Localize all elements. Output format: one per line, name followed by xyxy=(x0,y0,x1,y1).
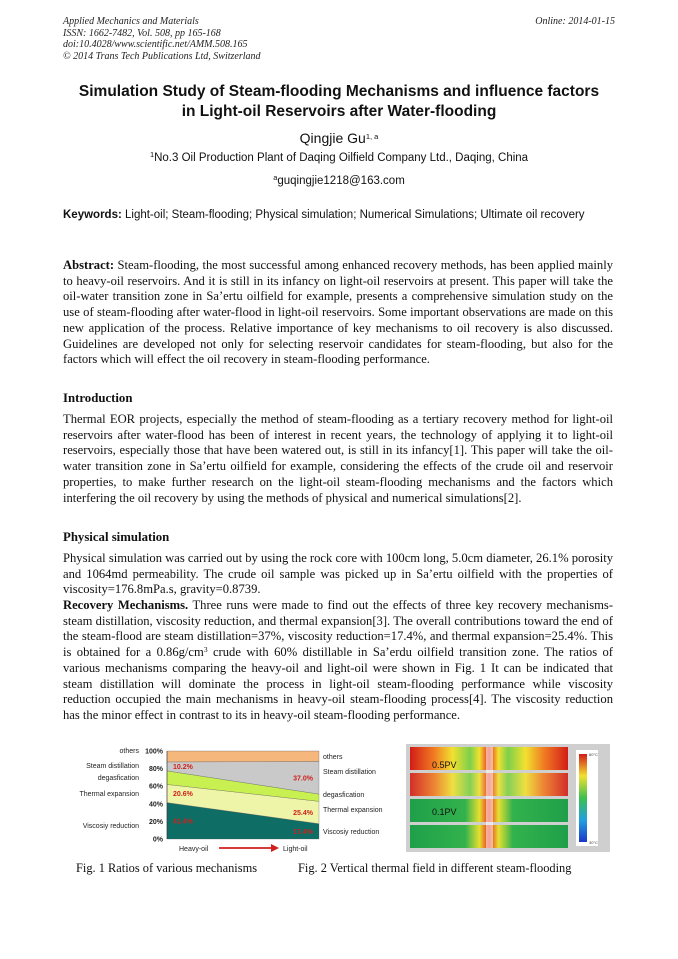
email-text: guqingjie1218@163.com xyxy=(277,175,405,187)
abstract-label: Abstract: xyxy=(63,258,115,272)
paper-title xyxy=(40,82,638,122)
left-series-label: Thermal expansion xyxy=(79,791,139,798)
intro-heading: Introduction xyxy=(63,391,133,405)
scale-max-label: 80°C xyxy=(589,752,598,757)
area-others xyxy=(167,751,319,762)
author xyxy=(0,130,678,146)
color-scale xyxy=(579,754,587,842)
data-label-heavy: 10.2% xyxy=(173,763,193,771)
title-line-1: Simulation Study of Steam-flooding Mechanisms and influence factors xyxy=(78,83,600,100)
right-series-label: Steam distillation xyxy=(323,769,376,776)
thermal-field-figure xyxy=(406,744,610,852)
right-series-label: Viscosiy reduction xyxy=(323,829,380,836)
email-sup: a xyxy=(273,173,278,182)
issn-line: ISSN: 1662-7482, Vol. 508, pp 165-168 xyxy=(63,27,221,39)
x-category-label: Heavy-oil xyxy=(179,846,209,853)
author-name: Qingjie Gu xyxy=(299,130,366,146)
left-series-label: others xyxy=(119,748,139,755)
left-series-label: Steam distillation xyxy=(86,763,139,770)
abstract-text: Steam-flooding, the most successful among enhanced recovery methods, has been applied mainly to heavy-oil reservoirs. And it is still in its infancy on light-oil reservoirs at present. This paper will take the oil-water transition zone in Sa’ertu oilfield for example, presents a comprehensive simulation study on the use of steam-flooding after water-flood in light-oil reservoirs. Some important observations are made on this new application of the process. Relative importance of key mechanisms to oil recovery is also discussed. Guidelines are developed not only for selecting reservoir candidates for steam-flooding, but also for the factors which will effect the oil recovery in steam-flooding performance. xyxy=(63,258,613,367)
online-date: Online: 2014-01-15 xyxy=(535,16,615,27)
fig1-caption: Fig. 1 Ratios of various mechanisms xyxy=(76,861,258,875)
keywords-label: Keywords: xyxy=(63,209,122,221)
data-label-heavy: 20.6% xyxy=(173,791,193,799)
affiliation-text: No.3 Oil Production Plant of Daqing Oilfield Company Ltd., Daqing, China xyxy=(154,152,529,164)
left-series-label: Viscosiy reduction xyxy=(82,823,139,830)
x-category-label: Light-oil xyxy=(283,846,308,853)
pv-label-bottom: 0.1PV xyxy=(432,807,457,817)
right-series-label: degasfication xyxy=(323,792,365,799)
recovery-label: Recovery Mechanisms. xyxy=(63,598,189,612)
y-tick-label: 100% xyxy=(145,748,163,756)
arrow-head xyxy=(271,844,279,852)
pv-label-top: 0.5PV xyxy=(432,760,457,770)
y-tick-label: 0% xyxy=(152,836,163,844)
physical-heading: Physical simulation xyxy=(63,530,170,544)
recovery-text-1: Three runs were made to find out the effects of three key recovery mechanisms-steam distillation, viscosity reduction, and thermal expansion[3]. The overall contributions toward the end of the steam-flood are steam distillation=37%, viscosity reduction=17.4%, and thermal expansion=25.4%. This is obtained for a 0.86g/cm xyxy=(63,598,614,660)
fig2-caption: Fig. 2 Vertical thermal field in different steam-flooding xyxy=(298,861,572,875)
data-label-light: 25.4% xyxy=(293,810,313,818)
recovery-paragraph xyxy=(63,598,613,724)
physical-paragraph: Physical simulation was carried out by using the rock core with 100cm long, 5.0cm diameter, 26.1% porosity and 1064md permeability. The crude oil sample was picked up in Sa’ertu oilfield with the properties of viscosity=176.8mPa.s, gravity=0.8739. xyxy=(63,551,614,597)
right-series-label: others xyxy=(323,754,343,761)
keywords xyxy=(63,208,613,223)
intro-paragraph: Thermal EOR projects, especially the method of steam-flooding as a tertiary recovery method for light-oil reservoirs after water-flood has been of interest in recent years, the technology of applying it to light-oil reservoirs, especially those that have been watered out, is still in its infancy[1]. This paper will take the oil-water transition zone in Sa’ertu oilfield for example, considering the effects of the crude oil and reservoir properties, to make further research on the light-oil steam-flooding mechanisms and the factors which interfering the oil recovery by using the methods of physical and numerical simulations[2]. xyxy=(63,412,613,505)
mechanism-ratio-chart xyxy=(63,743,393,855)
data-label-light: 37.0% xyxy=(293,775,313,783)
abstract xyxy=(63,258,613,368)
journal-name: Applied Mechanics and Materials xyxy=(63,16,199,27)
recovery-sup: 3 xyxy=(203,645,208,655)
title-line-2: in Light-oil Reservoirs after Water-flooding xyxy=(181,103,497,120)
y-tick-label: 60% xyxy=(148,783,163,791)
affiliation xyxy=(0,152,678,164)
y-tick-label: 20% xyxy=(148,818,163,826)
scale-min-label: 30°C xyxy=(589,840,598,845)
recovery-text-2: crude with 60% distillable in Sa’erdu oilfield transition zone. The ratios of various mechanisms comparing the heavy-oil and light-oil were shown in Fig. 1 It can be indicated that steam distillation will dominate the process in light-oil steam-flooding performance while viscosity reduction occupied the main mechanisms in heavy-oil steam-flooding process[4]. The viscosity reduction has the minor effect in contrast to its in heavy-oil steam-flooding performance. xyxy=(63,645,613,722)
affiliation-sup: 1 xyxy=(149,150,155,159)
injector-marks xyxy=(486,747,493,848)
keywords-text: Light-oil; Steam-flooding; Physical simulation; Numerical Simulations; Ultimate oil recovery xyxy=(125,209,585,221)
copyright-line: © 2014 Trans Tech Publications Ltd, Switzerland xyxy=(63,50,261,62)
y-tick-label: 80% xyxy=(148,766,163,774)
author-sup: 1, a xyxy=(365,132,379,141)
y-tick-label: 40% xyxy=(148,801,163,809)
left-series-label: degasfication xyxy=(97,775,139,782)
data-label-light: 17.4% xyxy=(293,828,313,836)
doi-line: doi:10.4028/www.scientific.net/AMM.508.165 xyxy=(63,39,248,50)
right-series-label: Thermal expansion xyxy=(323,807,383,814)
data-label-heavy: 41.4% xyxy=(173,818,193,826)
email xyxy=(0,175,678,187)
